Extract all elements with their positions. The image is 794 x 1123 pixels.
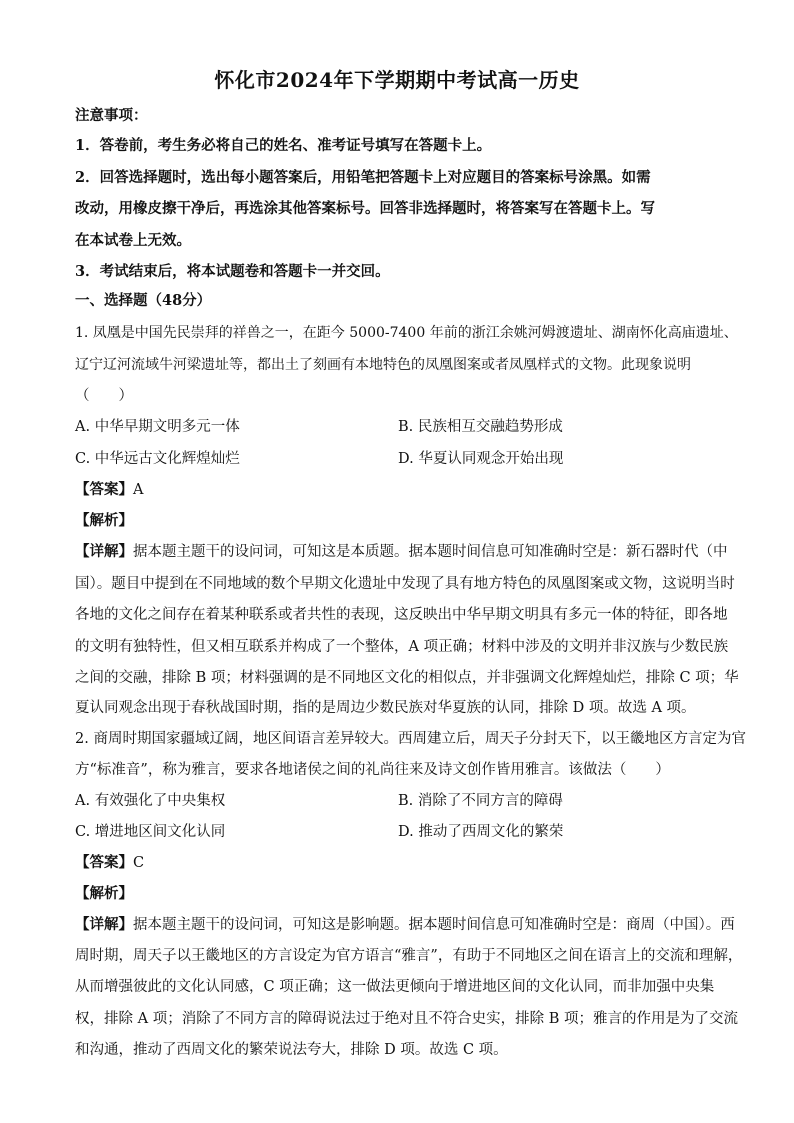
detail-text: 从而增强彼此的文化认同感，C 项正确；这一做法更倾向于增进地区间的文化认同，而非加强中央集: [75, 979, 715, 995]
answer-row: [75, 853, 144, 873]
answer-row: [75, 480, 143, 500]
notice-line: 3．考试结束后，将本试题卷和答题卡一并交回。: [75, 263, 390, 280]
detail-text: 各地的文化之间存在着某种联系或者共性的表现，这反映出中华早期文明具有多元一体的特征，即各地: [75, 607, 728, 623]
option-b: B. 消除了不同方言的障碍: [398, 793, 563, 809]
detail-row: [75, 542, 728, 562]
detail-label: 【详解】: [75, 543, 133, 560]
detail-text: 权，排除 A 项；消除了不同方言的障碍说法过于绝对且不符合史实，排除 B 项；雅言的作用是为了交流: [75, 1011, 739, 1027]
detail-row: [75, 915, 735, 935]
detail-text: 据本题主题干的设问词，可知这是影响题。据本题时间信息可知准确时空是：商周（中国）。西: [133, 917, 735, 933]
detail-text: 夏认同观念出现于春秋战国时期，指的是周边少数民族对华夏族的认同，排除 D 项。故选 A 项。: [75, 700, 696, 716]
question-stem: 2. 商周时期国家疆域辽阔，地区间语言差异较大。西周建立后，周天子分封天下，以王畿地区方言定为官: [75, 731, 746, 747]
answer-value: A: [133, 482, 144, 498]
section-heading: 一、选择题（48分）: [75, 292, 212, 309]
detail-text: 据本题主题干的设问词，可知这是本质题。据本题时间信息可知准确时空是：新石器时代（中: [133, 544, 728, 560]
notice-line: 2．回答选择题时，选出每小题答案后，用铅笔把答题卡上对应题目的答案标号涂黑。如需: [75, 169, 651, 186]
answer-label: 【答案】: [75, 854, 133, 871]
option-c: C. 增进地区间文化认同: [75, 824, 226, 840]
analysis-label: 【解析】: [75, 885, 133, 902]
option-d: D. 推动了西周文化的繁荣: [398, 824, 564, 840]
answer-value: C: [133, 855, 145, 871]
detail-text: 和沟通，推动了西周文化的繁荣说法夸大，排除 D 项。故选 C 项。: [75, 1042, 508, 1058]
option-a: A. 中华早期文明多元一体: [75, 419, 240, 435]
option-a: A. 有效强化了中央集权: [75, 793, 226, 809]
answer-label: 【答案】: [75, 481, 133, 498]
question-stem: 辽宁辽河流域牛河梁遗址等，都出土了刻画有本地特色的凤凰图案或者凤凰样式的文物。此现象说明: [75, 357, 691, 373]
page-title: 怀化市2024年下学期期中考试高一历史: [214, 68, 580, 92]
notice-heading: 注意事项：: [75, 107, 148, 124]
notice-line: 改动，用橡皮擦干净后，再选涂其他答案标号。回答非选择题时，将答案写在答题卡上。写: [75, 200, 655, 217]
option-c: C. 中华远古文化辉煌灿烂: [75, 451, 240, 467]
detail-text: 之间的交融，排除 B 项；材料强调的是不同地区文化的相似点，并非强调文化辉煌灿烂，排除 C 项；华: [75, 670, 739, 686]
option-b: B. 民族相互交融趋势形成: [398, 419, 563, 435]
option-d: D. 华夏认同观念开始出现: [398, 451, 564, 467]
question-stem: （ ）: [75, 388, 133, 404]
detail-label: 【详解】: [75, 916, 133, 933]
notice-line: 1．答卷前，考生务必将自己的姓名、准考证号填写在答题卡上。: [75, 137, 492, 154]
notice-line: 在本试卷上无效。: [75, 232, 191, 249]
analysis-label: 【解析】: [75, 512, 133, 529]
detail-text: 国）。题目中提到在不同地域的数个早期文化遗址中发现了具有地方特色的凤凰图案或文物，这说明当时: [75, 576, 735, 592]
question-stem: 1. 凤凰是中国先民崇拜的祥兽之一，在距今 5000-7400 年前的浙江余姚河姆渡遗址、湖南怀化高庙遗址、: [75, 325, 738, 341]
detail-text: 的文明有独特性，但又相互联系并构成了一个整体，A 项正确；材料中涉及的文明并非汉族与少数民族: [75, 639, 729, 655]
question-stem: 方“标准音”，称为雅言，要求各地诸侯之间的礼尚往来及诗文创作皆用雅言。该做法（ ）: [75, 762, 670, 778]
detail-text: 周时期，周天子以王畿地区的方言设定为官方语言“雅言”，有助于不同地区之间在语言上的交流和理解，: [75, 948, 743, 964]
